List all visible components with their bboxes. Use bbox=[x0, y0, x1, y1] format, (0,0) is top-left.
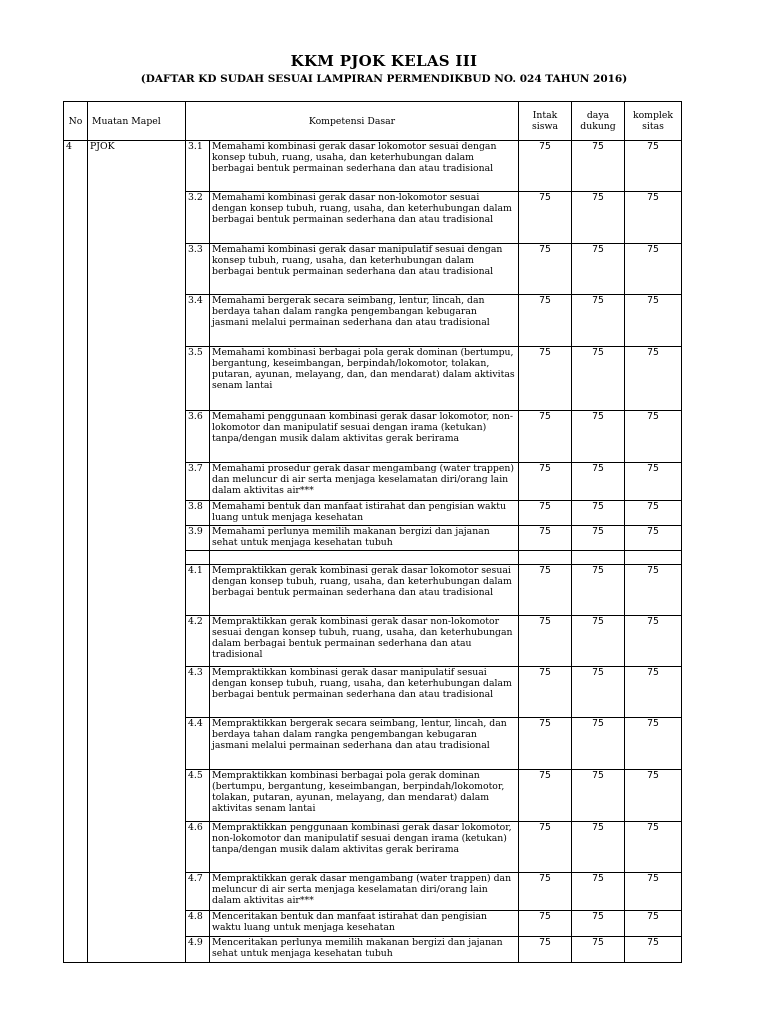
kd-code-cell: 4.6 bbox=[186, 822, 210, 873]
kd-text-cell: Memahami bergerak secara seimbang, lentur, lincah, dan berdaya tahan dalam rangka pengembangan kebugaran jasmani melalui permainan sederhana dan atau tradisional bbox=[210, 295, 519, 347]
kompleksitas-cell: 75 bbox=[625, 718, 682, 770]
kompleksitas-cell: 75 bbox=[625, 911, 682, 937]
daya-dukung-cell: 75 bbox=[572, 501, 625, 526]
kd-text-cell: Menceritakan perlunya memilih makanan bergizi dan jajanan sehat untuk menjaga kesehatan tubuh bbox=[210, 937, 519, 963]
intak-siswa-cell: 75 bbox=[519, 295, 572, 347]
kd-text-cell: Mempraktikkan gerak dasar mengambang (water trappen) dan meluncur di air serta menjaga keselamatan diri/orang lain dalam aktivitas air*** bbox=[210, 873, 519, 911]
kd-text-cell: Mempraktikkan gerak kombinasi gerak dasar non-lokomotor sesuai dengan konsep tubuh, ruang, usaha, dan keterhubungan dalam berbagai bentuk permainan sederhana dan atau tradisional bbox=[210, 616, 519, 667]
daya-dukung-cell: 75 bbox=[572, 141, 625, 192]
daya-dukung-cell: 75 bbox=[572, 411, 625, 463]
intak-siswa-cell: 75 bbox=[519, 565, 572, 616]
intak-siswa-cell: 75 bbox=[519, 411, 572, 463]
kd-code-cell: 3.3 bbox=[186, 244, 210, 295]
kompleksitas-cell: 75 bbox=[625, 526, 682, 551]
kd-code-cell: 3.9 bbox=[186, 526, 210, 551]
kompleksitas-cell: 75 bbox=[625, 873, 682, 911]
kd-code-cell: 3.8 bbox=[186, 501, 210, 526]
kd-code-cell: 4.3 bbox=[186, 667, 210, 718]
daya-dukung-cell: 75 bbox=[572, 616, 625, 667]
intak-siswa-cell: 75 bbox=[519, 667, 572, 718]
kompleksitas-cell: 75 bbox=[625, 295, 682, 347]
intak-siswa-cell: 75 bbox=[519, 718, 572, 770]
kd-code-cell: 3.2 bbox=[186, 192, 210, 244]
kompleksitas-cell: 75 bbox=[625, 411, 682, 463]
col-header-kompleksitas: komplek sitas bbox=[625, 102, 682, 141]
kompleksitas-cell: 75 bbox=[625, 565, 682, 616]
daya-dukung-cell: 75 bbox=[572, 822, 625, 873]
col-header-intak-siswa: Intak siswa bbox=[519, 102, 572, 141]
kd-text-cell: Memahami bentuk dan manfaat istirahat dan pengisian waktu luang untuk menjaga kesehatan bbox=[210, 501, 519, 526]
daya-dukung-cell: 75 bbox=[572, 718, 625, 770]
kd-text-cell: Mempraktikkan penggunaan kombinasi gerak dasar lokomotor, non-lokomotor dan manipulatif sesuai dengan irama (ketukan) tanpa/dengan musik dalam aktivitas gerak berirama bbox=[210, 822, 519, 873]
kd-text-cell: Mempraktikkan bergerak secara seimbang, lentur, lincah, dan berdaya tahan dalam rangka pengembangan kebugaran jasmani melalui permainan sederhana dan atau tradisional bbox=[210, 718, 519, 770]
kd-code-cell: 4.9 bbox=[186, 937, 210, 963]
daya-dukung-cell bbox=[572, 551, 625, 565]
intak-siswa-cell: 75 bbox=[519, 501, 572, 526]
daya-dukung-cell: 75 bbox=[572, 347, 625, 411]
page-subtitle: (DAFTAR KD SUDAH SESUAI LAMPIRAN PERMENDIKBUD NO. 024 TAHUN 2016) bbox=[140, 73, 628, 85]
kompleksitas-cell: 75 bbox=[625, 192, 682, 244]
kompleksitas-cell: 75 bbox=[625, 937, 682, 963]
kd-code-cell: 3.6 bbox=[186, 411, 210, 463]
table-header-row bbox=[64, 102, 682, 141]
page-title: KKM PJOK KELAS III bbox=[290, 52, 478, 70]
daya-dukung-cell: 75 bbox=[572, 911, 625, 937]
col-header-muatan-mapel: Muatan Mapel bbox=[88, 102, 186, 141]
kompleksitas-cell bbox=[625, 551, 682, 565]
kd-text-cell: Memahami perlunya memilih makanan bergizi dan jajanan sehat untuk menjaga kesehatan tubuh bbox=[210, 526, 519, 551]
kd-text-cell: Memahami kombinasi berbagai pola gerak dominan (bertumpu, bergantung, keseimbangan, berpindah/lokomotor, tolakan, putaran, ayunan, melayang, dan, dan mendarat) dalam aktivitas senam lantai bbox=[210, 347, 519, 411]
daya-dukung-cell: 75 bbox=[572, 463, 625, 501]
intak-siswa-cell: 75 bbox=[519, 192, 572, 244]
kompleksitas-cell: 75 bbox=[625, 822, 682, 873]
kd-code-cell: 3.5 bbox=[186, 347, 210, 411]
kd-code-cell: 3.1 bbox=[186, 141, 210, 192]
kd-code-cell: 4.1 bbox=[186, 565, 210, 616]
daya-dukung-cell: 75 bbox=[572, 192, 625, 244]
table-body bbox=[64, 141, 682, 963]
kompleksitas-cell: 75 bbox=[625, 501, 682, 526]
col-header-kompetensi-dasar: Kompetensi Dasar bbox=[186, 102, 519, 141]
daya-dukung-cell: 75 bbox=[572, 295, 625, 347]
intak-siswa-cell: 75 bbox=[519, 873, 572, 911]
kd-code-cell: 4.7 bbox=[186, 873, 210, 911]
col-header-daya-dukung: daya dukung bbox=[572, 102, 625, 141]
kd-text-cell: Mempraktikkan kombinasi berbagai pola gerak dominan (bertumpu, bergantung, keseimbangan, berpindah/lokomotor, tolakan, putaran, ayunan, melayang, dan mendarat) dalam aktivitas senam lantai bbox=[210, 770, 519, 822]
kd-code-cell: 4.5 bbox=[186, 770, 210, 822]
daya-dukung-cell: 75 bbox=[572, 244, 625, 295]
daya-dukung-cell: 75 bbox=[572, 667, 625, 718]
kd-text-cell: Memahami penggunaan kombinasi gerak dasar lokomotor, non-lokomotor dan manipulatif sesuai dengan irama (ketukan) tanpa/dengan musik dalam aktivitas gerak berirama bbox=[210, 411, 519, 463]
kompleksitas-cell: 75 bbox=[625, 616, 682, 667]
daya-dukung-cell: 75 bbox=[572, 770, 625, 822]
daya-dukung-cell: 75 bbox=[572, 565, 625, 616]
kd-code-cell: 4.4 bbox=[186, 718, 210, 770]
daya-dukung-cell: 75 bbox=[572, 937, 625, 963]
kd-text-cell bbox=[210, 551, 519, 565]
kompleksitas-cell: 75 bbox=[625, 463, 682, 501]
intak-siswa-cell: 75 bbox=[519, 911, 572, 937]
kd-text-cell: Mempraktikkan kombinasi gerak dasar manipulatif sesuai dengan konsep tubuh, ruang, usaha, dan keterhubungan dalam berbagai bentuk permainan sederhana dan atau tradisional bbox=[210, 667, 519, 718]
intak-siswa-cell bbox=[519, 551, 572, 565]
kd-code-cell: 4.2 bbox=[186, 616, 210, 667]
col-header-no: No bbox=[64, 102, 88, 141]
kd-code-cell bbox=[186, 551, 210, 565]
kd-text-cell: Mempraktikkan gerak kombinasi gerak dasar lokomotor sesuai dengan konsep tubuh, ruang, usaha, dan keterhubungan dalam berbagai bentuk permainan sederhana dan atau tradisional bbox=[210, 565, 519, 616]
kompleksitas-cell: 75 bbox=[625, 141, 682, 192]
intak-siswa-cell: 75 bbox=[519, 141, 572, 192]
daya-dukung-cell: 75 bbox=[572, 526, 625, 551]
kd-text-cell: Memahami kombinasi gerak dasar lokomotor sesuai dengan konsep tubuh, ruang, usaha, dan keterhubungan dalam berbagai bentuk permainan sederhana dan atau tradisional bbox=[210, 141, 519, 192]
kd-code-cell: 4.8 bbox=[186, 911, 210, 937]
kompleksitas-cell: 75 bbox=[625, 667, 682, 718]
intak-siswa-cell: 75 bbox=[519, 526, 572, 551]
kd-code-cell: 3.7 bbox=[186, 463, 210, 501]
intak-siswa-cell: 75 bbox=[519, 770, 572, 822]
intak-siswa-cell: 75 bbox=[519, 822, 572, 873]
intak-siswa-cell: 75 bbox=[519, 616, 572, 667]
kompleksitas-cell: 75 bbox=[625, 244, 682, 295]
kd-text-cell: Memahami kombinasi gerak dasar manipulatif sesuai dengan konsep tubuh, ruang, usaha, dan keterhubungan dalam berbagai bentuk permainan sederhana dan atau tradisional bbox=[210, 244, 519, 295]
intak-siswa-cell: 75 bbox=[519, 347, 572, 411]
kd-text-cell: Menceritakan bentuk dan manfaat istirahat dan pengisian waktu luang untuk menjaga kesehatan bbox=[210, 911, 519, 937]
row-no-cell: 4 bbox=[64, 141, 88, 963]
daya-dukung-cell: 75 bbox=[572, 873, 625, 911]
intak-siswa-cell: 75 bbox=[519, 463, 572, 501]
kd-text-cell: Memahami kombinasi gerak dasar non-lokomotor sesuai dengan konsep tubuh, ruang, usaha, dan keterhubungan dalam berbagai bentuk permainan sederhana dan atau tradisional bbox=[210, 192, 519, 244]
kd-code-cell: 3.4 bbox=[186, 295, 210, 347]
kompleksitas-cell: 75 bbox=[625, 770, 682, 822]
table-row bbox=[64, 141, 682, 192]
kkm-table bbox=[63, 101, 682, 963]
intak-siswa-cell: 75 bbox=[519, 937, 572, 963]
row-mapel-cell: PJOK bbox=[88, 141, 186, 963]
kd-text-cell: Memahami prosedur gerak dasar mengambang (water trappen) dan meluncur di air serta menjaga keselamatan diri/orang lain dalam aktivitas air*** bbox=[210, 463, 519, 501]
kompleksitas-cell: 75 bbox=[625, 347, 682, 411]
intak-siswa-cell: 75 bbox=[519, 244, 572, 295]
